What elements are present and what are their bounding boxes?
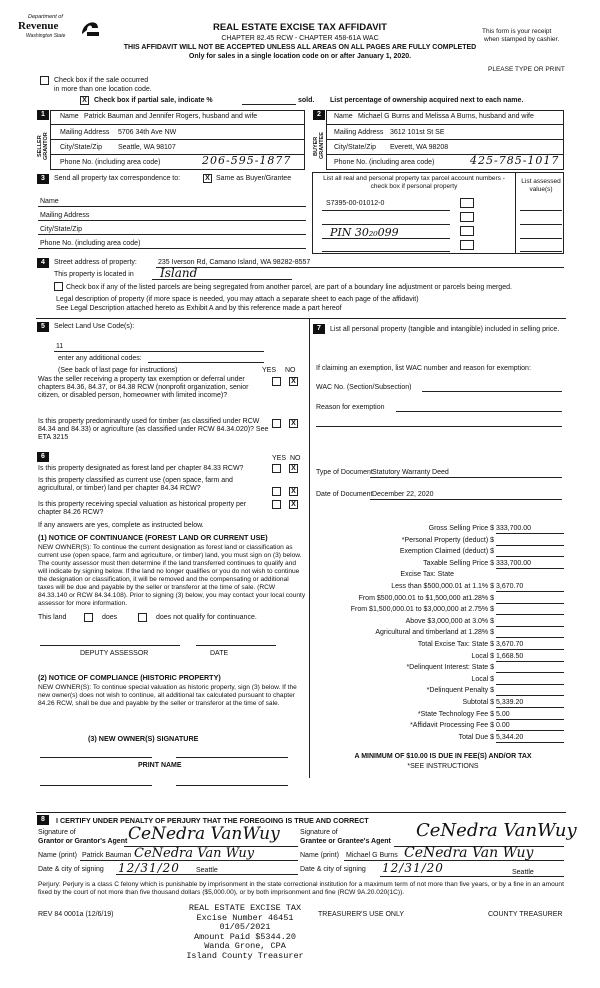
tax-row-value[interactable]: 1,668.50 <box>496 653 564 662</box>
multi-location-checkbox[interactable] <box>40 76 49 85</box>
tax-row <box>312 664 564 676</box>
grantor-city[interactable]: Seattle <box>196 867 218 874</box>
tax-row-label: Local $ <box>471 652 494 660</box>
additional-codes-label: enter any additional codes: <box>58 355 142 362</box>
tax-row-value[interactable] <box>496 664 564 673</box>
q-timber-yes[interactable] <box>272 419 281 428</box>
multi-location-label2: in more than one location code. <box>54 86 152 93</box>
new-owner-sig-line2[interactable] <box>176 757 288 758</box>
grantee-date-label: Date & city of signing <box>300 866 366 873</box>
does-not-label: does not qualify for continuance. <box>156 614 257 621</box>
section-6-number: 6 <box>37 452 49 462</box>
parcel-1-personal-checkbox[interactable] <box>460 198 474 208</box>
new-owner-sig-title: (3) NEW OWNER(S) SIGNATURE <box>88 734 199 743</box>
tax-row-value[interactable]: 5,339.20 <box>496 699 564 708</box>
q-exemption-yes[interactable] <box>272 377 281 386</box>
deputy-signature-line[interactable] <box>40 645 180 646</box>
parcel-1[interactable]: S7395-00-01012-0 <box>326 200 385 207</box>
tax-row <box>312 548 564 560</box>
tax-row-value[interactable]: 5,344.20 <box>496 734 564 743</box>
continuance-body: NEW OWNER(S): To continue the current designation as forest land or classification as current use (open space, farm and agriculture, or timber) land, you must sign on (3) below. The county assessor must then determine if the land transferred continues to qualify and will indicate by signing below. If the land no longer qualifies or you do not wish to continue the designation or classification, it will be removed and the compensating or additional taxes will be due and payable by the seller or transferor at the time of sale. (RCW 84.33.140 or RCW 84.34.108). Prior to signing (3) below, you may contact your local county assessor for more information. <box>38 544 306 607</box>
q-forest: Is this property designated as forest land per chapter 84.33 RCW? <box>38 465 244 472</box>
tax-row-label: From $500,000.01 to $1,500,000 at1.28% $ <box>358 594 494 602</box>
certify-statement: I CERTIFY UNDER PENALTY OF PERJURY THAT THE FOREGOING IS TRUE AND CORRECT <box>56 816 369 825</box>
q-historic-no[interactable]: X <box>289 500 298 509</box>
deputy-label: DEPUTY ASSESSOR <box>80 650 149 657</box>
segregated-checkbox[interactable] <box>54 282 63 291</box>
tax-row <box>312 606 564 618</box>
corr-city-label: City/State/Zip <box>40 226 83 233</box>
if-yes-note: If any answers are yes, complete as instructed below. <box>38 522 204 529</box>
logo-dept: Department of <box>28 14 63 20</box>
buyer-phone-label: Phone No. (including area code) <box>334 159 435 166</box>
grantor-signature[interactable]: CeNedra VanWuy <box>128 824 280 844</box>
county-treasurer: COUNTY TREASURER <box>488 911 563 918</box>
tax-row <box>312 711 564 723</box>
notice-line1: THIS AFFIDAVIT WILL NOT BE ACCEPTED UNLESS ALL AREAS ON ALL PAGES ARE FULLY COMPLETED <box>123 44 477 51</box>
personal-property-label: List all personal property (tangible and intangible) included in selling price. <box>330 326 560 333</box>
multi-location-label1: Check box if the sale occurred <box>54 77 149 84</box>
reason-label: Reason for exemption <box>316 404 385 411</box>
this-land-label: This land <box>38 614 67 621</box>
tax-row-label: Total Due $ <box>458 733 494 741</box>
grantee-date[interactable]: 12/31/20 <box>382 861 444 875</box>
tax-row-label: *Delinquent Interest: State $ <box>406 664 494 672</box>
section-2-number: 2 <box>313 110 325 120</box>
please-type: PLEASE TYPE OR PRINT <box>488 66 565 73</box>
exemption-label: If claiming an exemption, list WAC number and reason for exemption: <box>316 365 531 372</box>
section-3-number: 3 <box>37 174 49 184</box>
grantee-sig-label2: Grantee or Grantee's Agent <box>300 838 391 845</box>
sold-label: sold. <box>298 97 315 104</box>
stamp-line: REAL ESTATE EXCISE TAX <box>188 903 302 913</box>
tax-row <box>312 653 564 665</box>
grantor-sig-label2: Grantor or Grantor's Agent <box>38 838 128 845</box>
sec6-no: NO <box>290 455 301 462</box>
tax-row <box>312 699 564 711</box>
doc-date[interactable]: December 22, 2020 <box>372 491 434 498</box>
same-as-buyer-label: Same as Buyer/Grantee <box>216 175 292 182</box>
tax-minimum: A MINIMUM OF $10.00 IS DUE IN FEE(S) AND/OR TAX <box>354 753 532 760</box>
corr-phone-line[interactable] <box>38 248 306 249</box>
grantee-name-handwritten: CeNedra Van Wuy <box>404 845 534 861</box>
seller-name-label: Name <box>60 113 79 120</box>
q-forest-yes[interactable] <box>272 464 281 473</box>
receipt-line2: when stamped by cashier. <box>484 36 560 43</box>
tax-row-label: Agricultural and timberland at 1.28% $ <box>375 629 494 637</box>
correspondence-label: Send all property tax correspondence to: <box>54 175 181 182</box>
tax-row-label: Total Excise Tax: State $ <box>417 640 494 648</box>
tax-row-value[interactable]: 5.00 <box>496 711 564 720</box>
land-does-not-checkbox[interactable] <box>138 613 147 622</box>
q-current-use-yes[interactable] <box>272 487 281 496</box>
tax-row <box>312 595 564 607</box>
legal-description[interactable]: See Legal Description attached hereto as Exhibit A and by this reference made a part hereof <box>56 305 342 312</box>
grantor-name-handwritten: CeNedra Van Wuy <box>134 846 255 861</box>
q-exemption: Was the seller receiving a property tax exemption or deferral under chapters 84.36, 84.37, or 84.38 RCW (nonprofit organization, senior citizen, or disabled person, homeowner with limited income)? <box>38 376 249 399</box>
reason-line[interactable] <box>396 411 562 412</box>
see-instructions: (See back of last page for instructions) <box>58 367 178 374</box>
seller-city[interactable]: Seattle, WA 98107 <box>118 144 176 151</box>
additional-codes-line[interactable] <box>148 362 264 363</box>
tax-row <box>312 618 564 630</box>
parcel-2[interactable]: PIN 30₂₀099 <box>330 226 399 239</box>
q-exemption-no[interactable]: X <box>289 377 298 386</box>
parcel-header: List all real and personal property tax parcel account numbers - check box if personal property <box>323 175 505 190</box>
does-label: does <box>102 614 118 621</box>
tax-row-label: Exemption Claimed (deduct) $ <box>399 548 494 556</box>
tax-row-value[interactable] <box>496 629 564 638</box>
print-name-line2[interactable] <box>176 785 288 786</box>
compliance-body: NEW OWNER(S): To continue special valuation as historic property, sign (3) below. If the new owner(s) does not wish to continue, all additional tax calculated pursuant to chapter 84.26 RCW, shall be due and payable by the seller or transferor at the time of sale. <box>38 684 297 707</box>
grantor-name[interactable]: Patrick Bauman <box>82 852 132 859</box>
grantor-date-label: Date & city of signing <box>38 866 104 873</box>
tax-row-label: *Delinquent Penalty $ <box>426 687 494 695</box>
parcel-3-personal-checkbox[interactable] <box>460 226 474 236</box>
stamp-line: Amount Paid $5344.20 <box>193 931 297 942</box>
buyer-city-label: City/State/Zip <box>334 144 377 151</box>
form-revision: REV 84 0001a (12/6/19) <box>38 911 114 918</box>
continuance-title: (1) NOTICE OF CONTINUANCE (FOREST LAND OR CURRENT USE) <box>38 533 268 542</box>
tax-row-label: Excise Tax: State <box>400 571 454 579</box>
compliance-title: (2) NOTICE OF COMPLIANCE (HISTORIC PROPERTY) <box>38 673 221 682</box>
stamp-line: Excise Number 46451 <box>196 912 294 923</box>
notice-line2: Only for sales in a single location code on or after January 1, 2020. <box>188 53 412 60</box>
grantor-date[interactable]: 12/31/20 <box>118 861 180 875</box>
section-4-number: 4 <box>37 258 49 268</box>
section-5-number: 5 <box>37 322 49 332</box>
section-1-number: 1 <box>37 110 49 120</box>
corr-addr-label: Mailing Address <box>40 212 90 219</box>
stamp-line: 01/05/2021 <box>219 922 271 932</box>
tax-row-value[interactable]: 333,700.00 <box>496 525 564 534</box>
new-owner-sig-line1[interactable] <box>40 757 152 758</box>
parcel-2-personal-checkbox[interactable] <box>460 212 474 222</box>
q-timber: Is this property predominantly used for timber (as classified under RCW 84.34 and 84.33) or agriculture (as classified under RCW 84.34.020)? See ETA 3215 <box>38 418 269 441</box>
tax-row-label: *Affidavit Processing Fee $ <box>410 722 494 730</box>
grantee-name[interactable]: Michael G Burns <box>346 852 398 859</box>
partial-sale-checkbox[interactable]: X <box>80 96 89 105</box>
wac-line[interactable] <box>422 391 562 392</box>
wac-label: WAC No. (Section/Subsection) <box>316 384 412 391</box>
logo-revenue: Revenue <box>18 20 59 32</box>
same-as-buyer-checkbox[interactable]: X <box>203 174 212 183</box>
buyer-vlabel: BUYER GRANTEE <box>313 132 325 160</box>
buyer-phone[interactable]: 425-785-1017 <box>470 154 560 167</box>
form-chapter: CHAPTER 82.45 RCW - CHAPTER 458-61A WAC <box>221 35 379 42</box>
revenue-swoosh-icon <box>78 16 102 40</box>
parcel-1-assessed[interactable] <box>520 210 562 211</box>
tax-row-value[interactable] <box>496 595 564 604</box>
street-label: Street address of property: <box>54 259 137 266</box>
tax-row-value[interactable]: 333,700.00 <box>496 560 564 569</box>
located-label: This property is located in <box>54 271 134 278</box>
print-name-line1[interactable] <box>40 785 152 786</box>
grantee-sig-label1: Signature of <box>300 829 338 836</box>
seller-addr-label: Mailing Address <box>60 129 110 136</box>
stamp-line: Island County Treasurer <box>186 950 304 961</box>
tax-row-label: Subtotal $ <box>462 698 494 706</box>
tax-row-value[interactable] <box>496 687 564 696</box>
tax-row-value[interactable] <box>496 606 564 615</box>
stamp-line: Wanda Grone, CPA <box>204 941 286 951</box>
street-address[interactable]: 235 Iverson Rd, Camano Island, WA 98282-8557 <box>158 259 311 266</box>
grantor-name-label: Name (print) <box>38 852 77 859</box>
tax-see-instructions: *SEE INSTRUCTIONS <box>407 763 479 770</box>
land-does-checkbox[interactable] <box>84 613 93 622</box>
perjury-statement: Perjury: Perjury is a class C felony which is punishable by imprisonment in the state correctional institution for a maximum term of not more than five years, or by a fine in an amount fixed by the court of not more than five thousand dollars ($5,000.00), or by both imprisonment and fine (RCW 9A.20.020(1C)). <box>38 881 564 896</box>
grantee-name-label: Name (print) <box>300 852 339 859</box>
tax-row <box>312 676 564 688</box>
tax-table <box>312 525 564 745</box>
tax-row <box>312 560 564 572</box>
legal-label: Legal description of property (if more space is needed, you may attach a separate sheet to each page of the affidavit) <box>56 296 419 303</box>
sec6-yes: YES <box>272 455 287 462</box>
land-use-code[interactable]: 11 <box>56 343 64 350</box>
corr-name-line[interactable] <box>38 206 306 207</box>
seller-name[interactable]: Patrick Bauman and Jennifer Rogers, husband and wife <box>84 113 258 120</box>
ownership-label: List percentage of ownership acquired next to each name. <box>330 97 524 104</box>
corr-city-line[interactable] <box>38 234 306 235</box>
partial-sale-label: Check box if partial sale, indicate % <box>94 97 213 104</box>
treasurer-stamp <box>170 904 320 961</box>
section-8-number: 8 <box>37 815 49 825</box>
deputy-date-label: DATE <box>210 650 229 657</box>
doc-type[interactable]: Statutory Warranty Deed <box>372 469 449 476</box>
grantee-city[interactable]: Seattle <box>512 869 534 876</box>
buyer-city[interactable]: Everett, WA 98208 <box>390 144 449 151</box>
q-forest-no[interactable]: X <box>289 464 298 473</box>
treasurer-use-only: TREASURER'S USE ONLY <box>318 911 405 918</box>
parcel-4-personal-checkbox[interactable] <box>460 240 474 250</box>
tax-row-value[interactable] <box>496 676 564 685</box>
tax-row-label: Taxable Selling Price $ <box>423 559 494 567</box>
seller-addr[interactable]: 5706 34th Ave NW <box>118 129 177 136</box>
q-historic-yes[interactable] <box>272 500 281 509</box>
partial-percent-line[interactable] <box>242 104 296 105</box>
sec5-no: NO <box>285 367 296 374</box>
tax-row <box>312 537 564 549</box>
tax-row-label: From $1,500,000.01 to $3,000,000 at 2.75% $ <box>350 606 494 614</box>
seller-phone[interactable]: 206-595-1877 <box>202 154 292 167</box>
tax-row <box>312 641 564 653</box>
tax-row <box>312 629 564 641</box>
tax-row-label: Less than $500,000.01 at 1.1% $ <box>391 582 494 590</box>
located-county[interactable]: Island <box>160 266 198 280</box>
tax-row-value[interactable] <box>496 618 564 627</box>
q-historic: Is this property receiving special valuation as historical property per chapter 84.26 RCW? <box>38 501 247 516</box>
grantor-sig-label1: Signature of <box>38 829 76 836</box>
q-timber-no[interactable]: X <box>289 419 298 428</box>
tax-row-label: *State Technology Fee $ <box>417 710 494 718</box>
buyer-name[interactable]: Michael G Burns and Melissa A Burns, husband and wife <box>358 113 534 120</box>
section-7-number: 7 <box>313 324 325 334</box>
tax-row-value[interactable]: 3,670.70 <box>496 641 564 650</box>
tax-row <box>312 734 564 746</box>
tax-row-value[interactable] <box>496 548 564 557</box>
land-use-label: Select Land Use Code(s): <box>54 323 135 330</box>
deputy-date-line[interactable] <box>196 645 276 646</box>
form-title: REAL ESTATE EXCISE TAX AFFIDAVIT <box>212 22 387 33</box>
print-name-label: PRINT NAME <box>138 762 182 769</box>
buyer-addr[interactable]: 3612 101st St SE <box>390 129 445 136</box>
tax-row <box>312 525 564 537</box>
tax-row-value[interactable] <box>496 537 564 546</box>
logo-state: Washington State <box>26 33 66 39</box>
buyer-addr-label: Mailing Address <box>334 129 384 136</box>
corr-phone-label: Phone No. (including area code) <box>40 240 141 247</box>
grantee-signature[interactable]: CeNedra VanWuy <box>416 820 577 841</box>
buyer-name-label: Name <box>334 113 353 120</box>
q-current-use-no[interactable]: X <box>289 487 298 496</box>
receipt-line1: This form is your receipt <box>482 28 552 35</box>
tax-row <box>312 687 564 699</box>
tax-row-value[interactable]: 0.00 <box>496 722 564 731</box>
tax-row-label: Above $3,000,000 at 3.0% $ <box>405 617 494 625</box>
seller-city-label: City/State/Zip <box>60 144 103 151</box>
seller-phone-label: Phone No. (including area code) <box>60 159 161 166</box>
doc-date-label: Date of Document <box>316 491 373 498</box>
corr-name-label: Name <box>40 198 59 205</box>
segregated-label: Check box if any of the listed parcels are being segregated from another parcel, are part of a boundary line adjustment or parcels being merged. <box>66 284 512 291</box>
tax-row-label: Gross Selling Price $ <box>428 525 494 532</box>
tax-row-value[interactable]: 3,670.70 <box>496 583 564 592</box>
tax-row-label: Local $ <box>471 675 494 683</box>
tax-row <box>312 571 564 583</box>
seller-vlabel: SELLER GRANTOR <box>37 132 49 160</box>
tax-row-label: *Personal Property (deduct) $ <box>401 536 494 544</box>
q-current-use: Is this property classified as current use (open space, farm and agricultural, or timber) land per chapter 84.34 RCW? <box>38 477 233 492</box>
doc-type-label: Type of Document <box>316 469 373 476</box>
sec5-yes: YES <box>262 367 277 374</box>
corr-addr-line[interactable] <box>38 220 306 221</box>
assessed-header: List assessed value(s) <box>521 178 561 193</box>
tax-row <box>312 583 564 595</box>
tax-row <box>312 722 564 734</box>
